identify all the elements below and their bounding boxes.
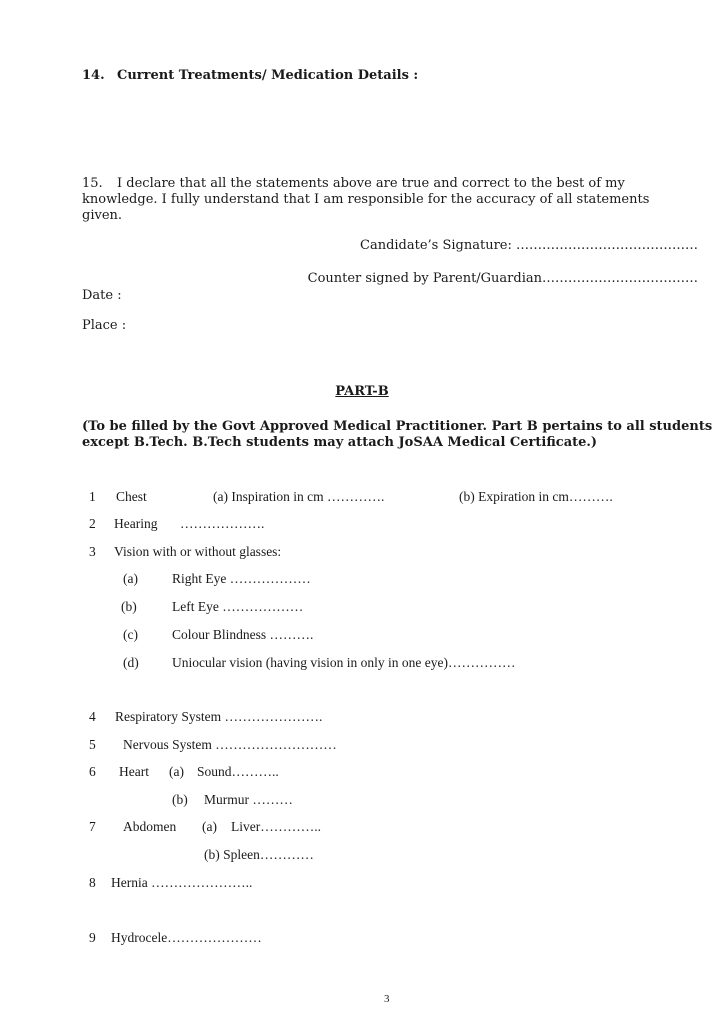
- liver-field: Liver…………..: [231, 819, 321, 834]
- abdomen-a-key: (a): [202, 819, 217, 834]
- vision-a-key: (a): [123, 571, 138, 586]
- vision-label: Vision with or without glasses:: [114, 544, 282, 559]
- vision-b-key: (b): [121, 599, 137, 614]
- left-eye-field: Left Eye ………………: [172, 599, 304, 614]
- heart-label: Heart: [119, 764, 149, 779]
- nervous-field: Nervous System ………………………: [123, 737, 337, 752]
- chest-label: Chest: [116, 489, 147, 504]
- guardian-signature-line: Counter signed by Parent/Guardian………………………………: [307, 271, 698, 286]
- item-7-number: 7: [89, 819, 96, 834]
- item-2-number: 2: [89, 516, 96, 531]
- heart-murmur-field: Murmur ………: [204, 792, 293, 807]
- candidate-signature-line: Candidate’s Signature: ……………………………………: [360, 238, 698, 253]
- colour-blindness-field: Colour Blindness ……….: [172, 627, 314, 642]
- spleen-field: (b) Spleen…………: [204, 847, 314, 862]
- vision-c-key: (c): [123, 627, 138, 642]
- place-label: Place :: [82, 318, 127, 333]
- declaration-line-3: given.: [82, 208, 123, 223]
- hernia-field: Hernia …………………..: [111, 875, 253, 890]
- item-6-number: 6: [89, 764, 96, 779]
- section-14-number: 14.: [82, 68, 105, 83]
- hydrocele-field: Hydrocele…………………: [111, 930, 262, 945]
- part-b-heading: [0, 384, 724, 399]
- chest-expiration-field: (b) Expiration in cm……….: [459, 489, 613, 504]
- heart-b-key: (b): [172, 792, 188, 807]
- part-b-title: PART-B: [335, 384, 389, 399]
- item-3-number: 3: [89, 544, 96, 559]
- uniocular-vision-field: Uniocular vision (having vision in only in one eye)……………: [172, 655, 516, 670]
- declaration-line-1: I declare that all the statements above are true and correct to the best of my: [117, 176, 625, 191]
- declaration-line-2: knowledge. I fully understand that I am responsible for the accuracy of all statements: [82, 192, 650, 207]
- item-8-number: 8: [89, 875, 96, 890]
- hearing-label: Hearing: [114, 516, 158, 531]
- vision-d-key: (d): [123, 655, 139, 670]
- chest-inspiration-field: (a) Inspiration in cm ………….: [213, 489, 385, 504]
- respiratory-field: Respiratory System ………………….: [115, 709, 323, 724]
- heart-a-key: (a): [169, 764, 184, 779]
- item-5-number: 5: [89, 737, 96, 752]
- page-number: 3: [384, 993, 390, 1005]
- item-1-number: 1: [89, 489, 96, 504]
- section-15-number: 15.: [82, 176, 103, 191]
- section-14-title: Current Treatments/ Medication Details :: [117, 68, 419, 83]
- hearing-field: ……………….: [180, 516, 265, 531]
- item-9-number: 9: [89, 930, 96, 945]
- abdomen-label: Abdomen: [123, 819, 177, 834]
- heart-sound-field: Sound………..: [197, 764, 279, 779]
- part-b-note-line-2: except B.Tech. B.Tech students may attach JoSAA Medical Certificate.): [82, 435, 598, 450]
- date-label: Date :: [82, 288, 122, 303]
- item-4-number: 4: [89, 709, 96, 724]
- part-b-note-line-1: (To be filled by the Govt Approved Medical Practitioner. Part B pertains to all students: [82, 419, 713, 434]
- right-eye-field: Right Eye ………………: [172, 571, 311, 586]
